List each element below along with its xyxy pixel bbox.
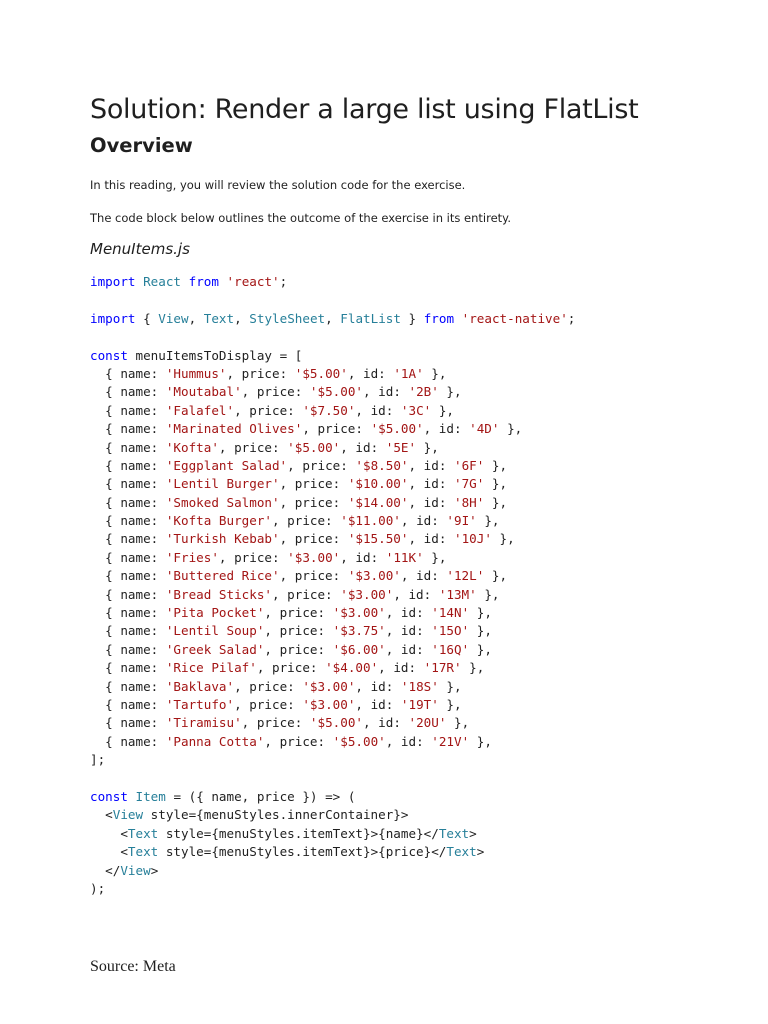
menu-item-price: '$3.00': [302, 696, 356, 712]
menu-item-id: '4D': [469, 421, 500, 437]
menu-item-name: 'Lentil Burger': [165, 476, 280, 492]
menu-item-id: '14N': [431, 605, 470, 621]
code-text: , price:: [279, 476, 348, 492]
code-text: , id:: [385, 605, 432, 621]
menu-item-id: '3C': [400, 402, 432, 418]
menu-item-line: [90, 622, 575, 640]
menu-item-price: '$5.00': [294, 365, 348, 381]
code-punct: {: [135, 310, 159, 326]
code-text: , id:: [408, 476, 454, 492]
code-text: },: [469, 733, 492, 749]
menu-item-id: '8H': [453, 494, 485, 510]
code-text: { name:: [90, 660, 166, 676]
page-title: Solution: Render a large list using FlatList: [90, 94, 639, 125]
menu-item-line: [90, 567, 575, 585]
code-text: , price:: [302, 421, 371, 437]
code-text: , id:: [362, 715, 409, 731]
menu-item-id: '2B': [408, 384, 439, 400]
code-text: { name:: [90, 494, 166, 510]
code-text: , id:: [385, 623, 432, 639]
code-text: },: [469, 605, 492, 621]
menu-item-id: '11K': [385, 549, 424, 565]
code-text: { name:: [90, 549, 166, 565]
code-text: , id:: [355, 402, 401, 418]
code-text: , id:: [347, 365, 394, 381]
code-text: },: [484, 568, 508, 584]
code-text: , price:: [287, 457, 356, 473]
menu-item-name: 'Panna Cotta': [165, 733, 265, 749]
menu-item-line: [90, 383, 575, 401]
code-text: >: [469, 825, 477, 841]
code-text: , price:: [241, 384, 310, 400]
code-text: style={menuStyles.itemText}>{price}</: [158, 844, 447, 860]
menu-item-id: '19T': [400, 696, 439, 712]
code-keyword: const: [90, 788, 128, 804]
code-text: { name:: [90, 696, 166, 712]
code-jsx-tag: View: [112, 807, 144, 823]
code-text: },: [476, 586, 500, 602]
menu-item-line: [90, 475, 575, 493]
section-heading-overview: Overview: [90, 134, 193, 157]
code-text: , id:: [400, 513, 447, 529]
code-string: 'react': [226, 274, 280, 289]
menu-item-id: '20U': [408, 715, 447, 731]
code-text: , price:: [271, 513, 341, 529]
code-text: },: [431, 402, 454, 418]
code-jsx-tag: Text: [446, 844, 477, 860]
code-text: { name:: [90, 531, 166, 547]
menu-item-name: 'Moutabal': [165, 384, 242, 400]
code-text: , price:: [279, 568, 348, 584]
menu-item-name: 'Turkish Kebab': [165, 531, 280, 547]
code-jsx-tag: Text: [127, 825, 159, 841]
code-line-array-decl: [90, 347, 575, 365]
menu-item-name: 'Marinated Olives': [165, 421, 303, 437]
code-text: , price:: [234, 696, 303, 712]
code-text: , id:: [423, 421, 470, 437]
code-identifier: React: [143, 274, 182, 289]
code-text: >: [476, 844, 485, 860]
menu-item-line: [90, 439, 575, 457]
code-blank-line: [90, 328, 575, 346]
code-text: </: [90, 862, 121, 878]
menu-item-line: [90, 659, 575, 677]
code-text: },: [499, 421, 523, 437]
code-text: , id:: [355, 678, 401, 694]
code-text: , price:: [264, 733, 333, 749]
menu-items-lines: [90, 365, 575, 751]
menu-item-price: '$5.00': [309, 715, 363, 731]
menu-item-price: '$7.50': [302, 402, 356, 418]
code-text: { name:: [90, 623, 166, 639]
code-text: { name:: [90, 641, 166, 657]
code-text: <: [90, 807, 113, 823]
menu-item-price: '$15.50': [347, 531, 409, 547]
menu-item-line: [90, 586, 575, 604]
menu-item-line: [90, 714, 575, 732]
code-text: , id:: [408, 457, 454, 473]
code-text: { name:: [90, 476, 166, 492]
code-text: , id:: [340, 549, 386, 565]
menu-item-line: [90, 420, 575, 438]
code-text: },: [484, 476, 508, 492]
code-text: , id:: [408, 531, 454, 547]
menu-item-price: '$14.00': [347, 494, 409, 510]
code-text: menuItemsToDisplay = [: [127, 347, 303, 363]
code-text: },: [469, 623, 492, 639]
menu-item-price: '$5.00': [332, 733, 386, 749]
code-punct: ;: [279, 274, 288, 289]
code-text: , price:: [264, 605, 333, 621]
code-text: { name:: [90, 605, 166, 621]
menu-item-line: [90, 402, 575, 420]
code-keyword: import: [90, 310, 136, 326]
code-text: , price:: [279, 494, 348, 510]
code-text: >: [150, 862, 159, 878]
code-text: { name:: [90, 365, 166, 381]
code-text: style={menuStyles.innerContainer}>: [143, 807, 409, 823]
menu-item-price: '$10.00': [347, 476, 409, 492]
code-space: [219, 274, 227, 289]
code-text: = ({ name, price }) => (: [165, 788, 356, 804]
menu-item-name: 'Fries': [165, 549, 219, 565]
code-text: , price:: [264, 623, 333, 639]
code-text: <: [90, 825, 128, 841]
menu-item-price: '$5.00': [309, 384, 363, 400]
menu-item-name: 'Bread Sticks': [165, 586, 272, 602]
code-text: { name:: [90, 439, 166, 455]
code-identifier: Item: [135, 788, 166, 804]
code-text: , price:: [279, 531, 348, 547]
code-text: , price:: [218, 439, 288, 455]
code-text: },: [491, 531, 515, 547]
code-block: [90, 273, 575, 898]
menu-item-price: '$3.75': [332, 623, 386, 639]
menu-item-name: 'Greek Salad': [165, 641, 265, 657]
code-text: , id:: [362, 384, 409, 400]
code-text: },: [438, 678, 462, 694]
code-identifier: Text: [203, 310, 235, 326]
code-blank-line: [90, 291, 575, 309]
menu-item-name: 'Rice Pilaf': [165, 660, 257, 676]
menu-item-id: '17R': [423, 660, 462, 676]
code-jsx-tag: View: [120, 862, 151, 878]
code-text: , id:: [385, 641, 432, 657]
code-text: },: [446, 715, 470, 731]
code-text: , id:: [408, 494, 454, 510]
menu-item-price: '$5.00': [370, 421, 424, 437]
code-description-paragraph: The code block below outlines the outcome of the exercise in its entirety.: [90, 211, 511, 225]
menu-item-name: 'Lentil Soup': [165, 623, 265, 639]
menu-item-price: '$11.00': [340, 513, 401, 529]
code-jsx-tag: Text: [127, 844, 159, 860]
menu-item-line: [90, 549, 575, 567]
menu-item-price: '$6.00': [332, 641, 386, 657]
code-identifier: FlatList: [340, 310, 401, 326]
menu-item-name: 'Smoked Salmon': [165, 494, 280, 510]
code-text: },: [423, 549, 447, 565]
code-line-array-close: [90, 751, 575, 769]
code-line-fn-close: [90, 880, 575, 898]
code-text: },: [484, 494, 508, 510]
code-text: },: [416, 439, 439, 455]
menu-item-id: '13M': [438, 586, 477, 602]
code-filename: MenuItems.js: [90, 240, 190, 258]
code-text: , price:: [226, 365, 295, 381]
code-punct: ;: [567, 310, 576, 326]
code-jsx-tag: Text: [438, 825, 470, 841]
menu-item-price: '$8.50': [355, 457, 409, 473]
menu-item-price: '$3.00': [332, 605, 386, 621]
menu-item-line: [90, 530, 575, 548]
code-text: { name:: [90, 715, 166, 731]
code-text: { name:: [90, 513, 166, 529]
code-text: style={menuStyles.itemText}>{name}</: [158, 825, 439, 841]
menu-item-name: 'Tartufo': [165, 696, 235, 712]
menu-item-id: '7G': [453, 476, 485, 492]
code-text: { name:: [90, 457, 166, 473]
code-line-import-react: [90, 273, 575, 291]
menu-item-line: [90, 696, 575, 714]
menu-item-id: '16Q': [431, 641, 470, 657]
menu-item-id: '12L': [446, 568, 485, 584]
code-text: { name:: [90, 421, 166, 437]
menu-item-name: 'Buttered Rice': [165, 568, 280, 584]
menu-item-line: [90, 512, 575, 530]
code-space: [136, 274, 144, 289]
code-text: },: [484, 457, 508, 473]
code-text: },: [438, 696, 462, 712]
menu-item-price: '$3.00': [302, 678, 356, 694]
code-line-view-close: [90, 862, 575, 880]
code-text: , id:: [340, 439, 386, 455]
menu-item-id: '21V': [431, 733, 470, 749]
code-identifier: StyleSheet: [249, 310, 326, 326]
menu-item-price: '$3.00': [347, 568, 401, 584]
menu-item-id: '9I': [446, 513, 477, 529]
code-text: { name:: [90, 586, 166, 602]
menu-item-name: 'Tiramisu': [165, 715, 242, 731]
code-blank-line: [90, 770, 575, 788]
code-text: , price:: [241, 715, 310, 731]
menu-item-id: '15O': [431, 623, 470, 639]
code-line-view-open: [90, 806, 575, 824]
code-identifier: View: [158, 310, 189, 326]
code-text: { name:: [90, 733, 166, 749]
code-text: , id:: [385, 733, 432, 749]
code-text: },: [423, 365, 447, 381]
code-space: [181, 274, 189, 289]
menu-item-line: [90, 604, 575, 622]
code-text: );: [90, 880, 106, 896]
code-text: { name:: [90, 402, 166, 418]
code-text: , id:: [355, 696, 401, 712]
menu-item-line: [90, 641, 575, 659]
menu-item-name: 'Baklava': [165, 678, 235, 694]
menu-item-price: '$4.00': [325, 660, 379, 676]
menu-item-price: '$3.00': [287, 549, 341, 565]
code-text: { name:: [90, 568, 166, 584]
code-text: , price:: [256, 660, 326, 676]
code-text: },: [461, 660, 485, 676]
menu-item-id: '5E': [385, 439, 417, 455]
code-keyword: from: [188, 274, 219, 289]
code-line-text-name: [90, 825, 575, 843]
code-text: , price:: [234, 678, 303, 694]
menu-item-id: '10J': [453, 531, 492, 547]
code-text: { name:: [90, 384, 166, 400]
code-line-item-decl: [90, 788, 575, 806]
source-credit: Source: Meta: [90, 958, 176, 975]
code-string: 'react-native': [461, 310, 568, 326]
menu-item-price: '$3.00': [340, 586, 394, 602]
menu-item-name: 'Hummus': [165, 365, 227, 381]
code-text: },: [469, 641, 492, 657]
menu-item-line: [90, 678, 575, 696]
menu-item-line: [90, 457, 575, 475]
code-text: , price:: [218, 549, 288, 565]
code-keyword: from: [423, 310, 455, 326]
menu-item-id: '6F': [453, 457, 485, 473]
code-punct: }: [400, 310, 424, 326]
code-text: },: [438, 384, 462, 400]
code-text: { name:: [90, 678, 166, 694]
menu-item-name: 'Kofta Burger': [165, 513, 272, 529]
code-text: <: [90, 844, 128, 860]
menu-item-line: [90, 365, 575, 383]
menu-item-line: [90, 733, 575, 751]
code-keyword: const: [90, 347, 128, 363]
menu-item-name: 'Eggplant Salad': [165, 457, 288, 473]
code-line-text-price: [90, 843, 575, 861]
menu-item-line: [90, 494, 575, 512]
code-line-import-react-native: import { View, Text, StyleSheet, FlatList } from 'react-native';: [90, 310, 576, 326]
code-text: , price:: [264, 641, 333, 657]
menu-item-name: 'Pita Pocket': [165, 605, 265, 621]
code-text: ];: [90, 752, 106, 768]
menu-item-price: '$5.00': [287, 439, 341, 455]
intro-paragraph: In this reading, you will review the solution code for the exercise.: [90, 178, 466, 192]
code-keyword: import: [90, 274, 136, 289]
code-text: , id:: [400, 568, 447, 584]
menu-item-id: '1A': [393, 365, 424, 381]
code-text: , id:: [393, 586, 439, 602]
code-text: , id:: [378, 660, 424, 676]
code-text: },: [476, 513, 500, 529]
code-text: , price:: [271, 586, 341, 602]
code-text: , price:: [234, 402, 303, 418]
menu-item-name: 'Kofta': [165, 439, 219, 455]
menu-item-name: 'Falafel': [165, 402, 235, 418]
menu-item-id: '18S': [400, 678, 439, 694]
